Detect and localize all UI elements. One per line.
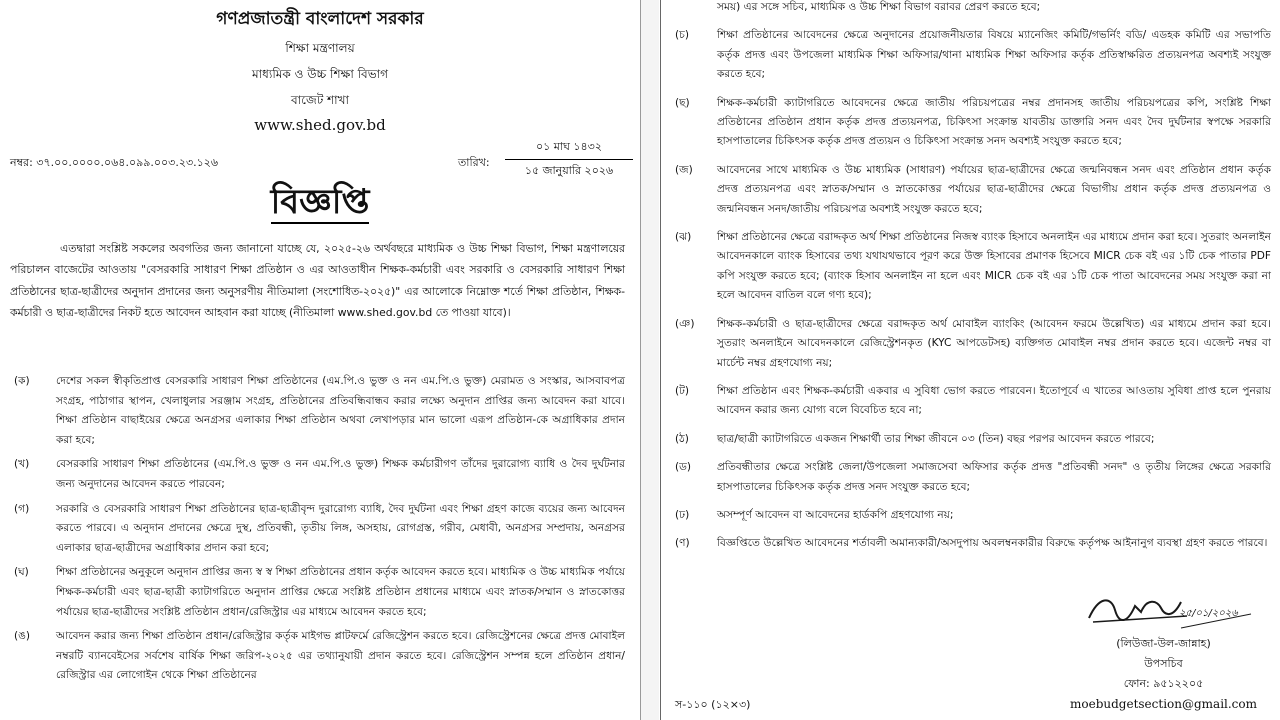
item-text: দেশের সকল স্বীকৃতিপ্রাপ্ত বেসরকারি সাধারণ শিক্ষা প্রতিষ্ঠানের (এম.পি.ও ভুক্ত ও নন এম.পি.ও ভুক্ত) মেরামত ও সংস্কার, আসবাবপত্র সংগ্রহ, পাঠাগার স্থাপন, খেলাধুলার সরঞ্জাম সংগ্রহ, প্রতিষ্ঠানের প্রতিবন্ধিবান্ধব করার লক্ষ্যে অনুদান প্রাপ্তির জন্য আবেদন করা যাবে। শিক্ষা প্রতিষ্ঠান বাছাইয়ের ক্ষেত্রে অনগ্রসর এলাকার শিক্ষা প্রতিষ্ঠান অথবা লেখাপড়ার মান ভালো এরূপ প্রতিষ্ঠান-কে অগ্রাধিকার প্রদান করা হবে; <box>56 375 625 446</box>
list-item <box>10 455 625 494</box>
item-marker: (ঢ) <box>675 508 690 521</box>
item-marker: (ণ) <box>675 537 690 550</box>
item-marker: (ড) <box>675 461 692 474</box>
list-item <box>671 458 1271 497</box>
item-text: শিক্ষক-কর্মচারী ও ছাত্র-ছাত্রীদের ক্ষেত্রে বরাদ্দকৃত অর্থ মোবাইল ব্যাংকিং (আবেদন ফরমে উল্লেখিত) এর মাধ্যমে প্রদান করা হবে। সুতরাং অনলাইনে আবেদনকালে রেজিস্ট্রেশনকৃত (KYC আপডেটসহ) ব্যক্তিগত মোবাইল নম্বর প্রদান করতে হবে। এজেন্ট নম্বর বা মার্চেন্ট নম্বর গ্রহণযোগ্য নয়; <box>717 317 1272 369</box>
branch-name: বাজেট শাখা <box>290 93 349 107</box>
notice-title <box>0 176 640 233</box>
right-conditions-list <box>671 0 1271 563</box>
notice-title-text: বিজ্ঞপ্তি <box>270 182 370 222</box>
intro-paragraph: এতদ্বারা সংশ্লিষ্ট সকলের অবগতির জন্য জানানো যাচ্ছে যে, ২০২৫-২৬ অর্থবছরে মাধ্যমিক ও উচ্চ শিক্ষা বিভাগ, শিক্ষা মন্ত্রণালয়ের পরিচালন বাজেটের আওতায় "বেসরকারি সাধারণ শিক্ষা প্রতিষ্ঠান ও এর আওতাধীন শিক্ষক-কর্মচারী এবং সরকারি ও বেসরকারি সাধারণ শিক্ষা প্রতিষ্ঠানের ছাত্র-ছাত্রীদের অনুদান প্রদানের জন্য অনুসরণীয় নীতিমালা (সংশোধিত-২০২৫)" এর আলোকে নিম্নোক্ত শর্তে শিক্ষা প্রতিষ্ঠান, শিক্ষক-কর্মচারী ও ছাত্র-ছাত্রীদের নিকট হতে আবেদন আহবান করা যাচ্ছে (নীতিমালা www.shed.gov.bd তে পাওয়া যাবে)। <box>10 242 625 320</box>
list-item <box>671 0 1271 17</box>
list-item <box>10 563 625 622</box>
list-item <box>671 534 1271 553</box>
list-item <box>671 315 1271 373</box>
date-divider <box>505 159 633 160</box>
item-marker: (ঘ) <box>14 566 29 579</box>
signatory-designation: উপসচিব <box>1144 657 1183 670</box>
website-text: www.shed.gov.bd <box>254 116 386 134</box>
list-item <box>10 627 625 686</box>
list-item <box>671 94 1271 152</box>
item-marker: (ক) <box>14 375 30 387</box>
signatory-name: (লিউজা-উল-জান্নাহ) <box>1116 637 1211 650</box>
ministry-name: শিক্ষা মন্ত্রণালয় <box>285 41 355 55</box>
signature-date: ২৫/০১/২০২৬ <box>1179 608 1238 619</box>
item-text: শিক্ষা প্রতিষ্ঠান এবং শিক্ষক-কর্মচারী একবার এ সুবিধা ভোগ করতে পারবেন। ইতোপূর্বে এ খাতের আওতায় সুবিধা প্রাপ্ত হলে পুনরায় আবেদন করার জন্য যোগ্য বলে বিবেচিত হবে না; <box>717 384 1271 417</box>
right-page <box>660 0 1280 720</box>
item-text: সময়) এর সঙ্গে সচিব, মাধ্যমিক ও উচ্চ শিক্ষা বিভাগ বরাবর প্রেরণ করতে হবে; <box>717 1 1041 13</box>
list-item <box>671 228 1271 306</box>
item-text: প্রতিবন্ধীতার ক্ষেত্রে সংশ্লিষ্ট জেলা/উপজেলা সমাজসেবা অফিসার কর্তৃক প্রদত্ত "প্রতিবন্ধী সনদ" ও তৃতীয় লিঙ্গের ক্ষেত্রে সরকারি হাসপাতালের চিকিৎসক কর্তৃক প্রদত্ত সনদ সংযুক্ত করতে হবে; <box>717 461 1271 493</box>
list-item <box>10 372 625 450</box>
item-text: অসম্পূর্ণ আবেদন বা আবেদনের হার্ডকপি গ্রহণযোগ্য নয়; <box>717 508 954 521</box>
signatory-email: moebudgetsection@gmail.com <box>1069 697 1258 711</box>
item-marker: (ঙ) <box>14 630 31 643</box>
list-item <box>671 382 1271 421</box>
item-marker: (ঞ) <box>675 317 695 330</box>
item-marker: (গ) <box>14 502 30 515</box>
item-text: আবেদনের সাথে মাধ্যমিক ও উচ্চ মাধ্যমিক (সাধারণ) পর্যায়ের ছাত্র-ছাত্রীদের ক্ষেত্রে জন্মনিবন্ধন সনদ এবং প্রতিষ্ঠান প্রধান কর্তৃক প্রদত্ত প্রত্যয়নপত্র এবং স্নাতক/সম্মান ও স্নাতকোত্তর পর্যায়ের ছাত্র-ছাত্রীদের ক্ষেত্রে বিভাগীয় প্রধান কর্তৃক প্রদত্ত প্রত্যয়নপত্র ও জন্মনিবন্ধন সনদ/জাতীয় পরিচয়পত্র অবশ্যই সংযুক্ত করতে হবে; <box>717 163 1271 215</box>
list-item <box>10 500 625 559</box>
item-marker: (ঠ) <box>675 432 689 445</box>
item-marker: (ঝ) <box>675 231 692 244</box>
division-name: মাধ্যমিক ও উচ্চ শিক্ষা বিভাগ <box>251 67 389 81</box>
item-marker: (ট) <box>675 384 690 397</box>
page-gutter <box>641 0 659 720</box>
government-title: গণপ্রজাতন্ত্রী বাংলাদেশ সরকার <box>216 9 424 29</box>
item-marker: (ছ) <box>675 96 690 109</box>
date-label: তারিখ: <box>458 156 490 169</box>
date-block <box>505 138 633 181</box>
date-bangla: ০১ মাঘ ১৪৩২ <box>536 140 602 153</box>
list-item <box>671 161 1271 219</box>
item-marker: (চ) <box>675 29 689 42</box>
date-english: ১৫ জানুয়ারি ২০২৬ <box>524 164 614 177</box>
list-item <box>671 26 1271 84</box>
form-code: স-১১০ (১২×৩) <box>675 698 751 711</box>
list-item <box>671 506 1271 525</box>
signatory-phone: ফোন: ৯৫১২২০৫ <box>1123 677 1204 690</box>
left-conditions-list <box>10 372 625 691</box>
item-text: সরকারি ও বেসরকারি সাধারণ শিক্ষা প্রতিষ্ঠানের ছাত্র-ছাত্রীবৃন্দ দুরারোগ্য ব্যাধি, দৈব দুর্ঘটনা এবং শিক্ষা গ্রহণ কাজে ব্যয়ের জন্য আবেদন করতে পারবে। এ অনুদান প্রদানের ক্ষেত্রে দুস্থ, প্রতিবন্ধী, তৃতীয় লিঙ্গ, অসহায়, রোগগ্রস্ত, গরীব, মেধাবী, অনগ্রসর সম্প্রদায়, অনগ্রসর এলাকার ছাত্র-ছাত্রীদের অগ্রাধিকার প্রদান করা হবে; <box>56 502 625 554</box>
item-text: ছাত্র/ছাত্রী ক্যাটাগরিতে একজন শিক্ষার্থী তার শিক্ষা জীবনে ০৩ (তিন) বছর পরপর আবেদন করতে পারবে; <box>717 432 1155 445</box>
memo-number: নম্বর: ৩৭.০০.০০০০.০৬৪.০৯৯.০০৩.২৩.১২৬ <box>10 156 219 169</box>
item-text: শিক্ষা প্রতিষ্ঠানের ক্ষেত্রে বরাদ্দকৃত অর্থ শিক্ষা প্রতিষ্ঠানের নিজস্ব ব্যাংক হিসাবে অনলাইন এর মাধ্যমে প্রদান করা হবে। সুতরাং অনলাইন আবেদনকালে ব্যাংক হিসাবের তথ্য যথাযথভাবে পূরণ করে উক্ত হিসাবের প্রমাণক হিসেবে MICR চেক বই এর ১টি চেক পাতার PDF কপি সংযুক্ত করতে হবে; (ব্যাংক হিসাব অনলাইন না হলে এবং MICR চেক বই এর ১টি চেক পাতা আবেদনের সময় সংযুক্ত করা না হলে আবেদন বাতিল বলে গণ্য হবে); <box>717 231 1271 302</box>
item-marker: (খ) <box>14 458 30 471</box>
item-text: বেসরকারি সাধারণ শিক্ষা প্রতিষ্ঠানের (এম.পি.ও ভুক্ত ও নন এম.পি.ও ভুক্ত) শিক্ষক কর্মচারীগণ তাঁদের দুরারোগ্য ব্যাধি ও দৈব দুর্ঘটনার জন্য অনুদানের আবেদন করতে পারবেন; <box>56 458 625 490</box>
item-text: বিজ্ঞপ্তিতে উল্লেখিত আবেদনের শর্তাবলী অমান্যকারী/অসদুপায় অবলম্বনকারীর বিরুদ্ধে কর্তৃপক্ষ আইনানুগ ব্যবস্থা গ্রহণ করতে পারবে। <box>717 537 1268 550</box>
signature-block <box>1061 588 1266 714</box>
item-text: শিক্ষা প্রতিষ্ঠানের অনুকূলে অনুদান প্রাপ্তির জন্য স্ব স্ব শিক্ষা প্রতিষ্ঠানের প্রধান কর্তৃক আবেদন করতে হবে। মাধ্যমিক ও উচ্চ মাধ্যমিক পর্যায়ে শিক্ষক-কর্মচারী এবং ছাত্র-ছাত্রী ক্যাটাগরিতে অনুদান প্রাপ্তির ক্ষেত্রে সংশ্লিষ্ট প্রতিষ্ঠান প্রধানের মাধ্যমে এবং স্নাতক/সম্মান ও স্নাতকোত্তর পর্যায়ের ছাত্র-ছাত্রীদের সংশ্লিষ্ট প্রতিষ্ঠান প্রধান/রেজিস্ট্রার এর মাধ্যমে আবেদন করতে হবে; <box>56 566 625 618</box>
item-text: আবেদন করার জন্য শিক্ষা প্রতিষ্ঠান প্রধান/রেজিস্ট্রার কর্তৃক মাইগভ প্লাটফর্মে রেজিস্ট্রেশন করতে হবে। রেজিস্ট্রেশনের ক্ষেত্রে প্রদত্ত মোবাইল নম্বরটি ব্যানবেইসের সর্বশেষ বার্ষিক শিক্ষা জরিপ-২০২৫ এর তথ্যানুযায়ী প্রদান করতে হবে। রেজিস্ট্রেশন সম্পন্ন হলে প্রতিষ্ঠান প্রধান/রেজিস্ট্রার এর লোগোইন থেকে শিক্ষা প্রতিষ্ঠানের <box>56 630 625 682</box>
item-text: শিক্ষক-কর্মচারী ক্যাটাগরিতে আবেদনের ক্ষেত্রে জাতীয় পরিচয়পত্রের নম্বর প্রদানসহ জাতীয় পরিচয়পত্রের কপি, সংশ্লিষ্ট শিক্ষা প্রতিষ্ঠানের প্রতিষ্ঠান প্রধান কর্তৃক প্রদত্ত প্রত্যয়নপত্র, চিকিৎসা সংক্রান্ত যাবতীয় ডাক্তারি সনদ এবং দৈব দুর্ঘটনার স্বপক্ষে সরকারি হাসপাতালের চিকিৎসক কর্তৃক প্রদত্ত প্রত্যয়ন ও চিকিৎসা সংক্রান্ত সনদ অবশ্যই সংযুক্ত করতে হবে; <box>717 96 1271 148</box>
item-marker: (জ) <box>675 163 693 176</box>
list-item <box>671 430 1271 449</box>
item-text: শিক্ষা প্রতিষ্ঠানের আবেদনের ক্ষেত্রে অনুদানের প্রয়োজনীয়তার বিষয়ে ম্যানেজিং কমিটি/গভর্নিং বডি/ এডহক কমিটি এর সভাপতি কর্তৃক প্রদত্ত এবং উপজেলা মাধ্যমিক শিক্ষা অফিসার/থানা মাধ্যমিক শিক্ষা অফিসার কর্তৃক প্রতিস্বাক্ষরিত প্রত্যয়নপত্র অবশ্যই সংযুক্ত করতে হবে; <box>717 29 1271 81</box>
